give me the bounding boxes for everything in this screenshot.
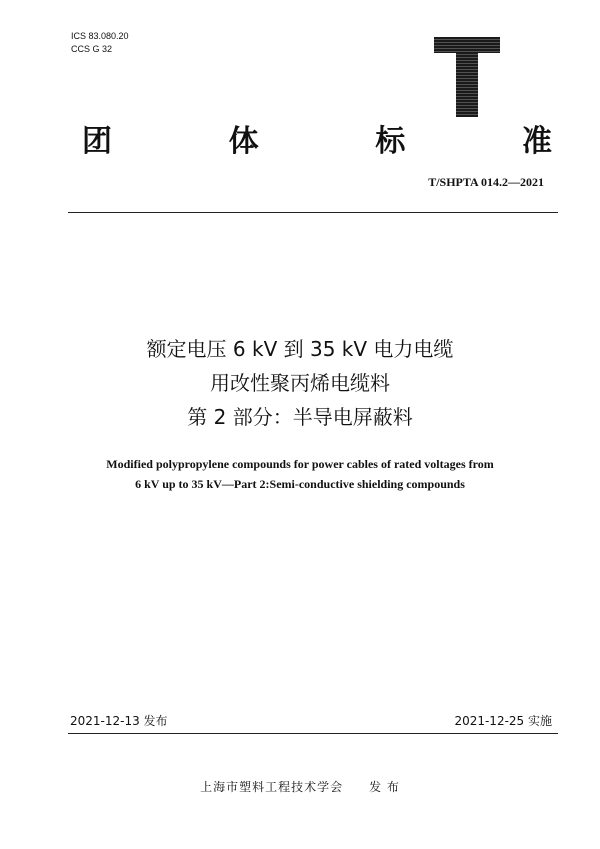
standard-type-char: 标 [375,124,406,159]
bottom-divider [68,733,558,734]
publish-date: 2021-12-13 发布 [70,714,168,728]
standard-type [82,116,552,160]
title-en-line-1: Modified polypropylene compounds for power cables of rated voltages from [106,457,494,471]
title-cn-line-1: 额定电压 6 kV 到 35 kV 电力电缆 [146,337,454,361]
top-divider [68,212,558,213]
standard-number: T/SHPTA 014.2—2021 [428,175,544,189]
standard-type-char: 团 [82,124,112,159]
logo-letter-bar [434,37,500,53]
standard-type-char: 准 [521,124,552,159]
title-cn-line-3: 第 2 部分：半导电屏蔽料 [187,405,413,429]
ics-code: ICS 83.080.20 [71,31,129,41]
issuer [0,778,600,795]
title-cn-line-2: 用改性聚丙烯电缆料 [210,371,390,395]
standard-type-char: 体 [228,124,259,159]
logo-letter-stem [456,51,478,117]
group-standard-logo [432,35,502,119]
ccs-code: CCS G 32 [71,44,113,54]
title-en-line-2: 6 kV up to 35 kV—Part 2:Semi-conductive shielding compounds [135,477,465,491]
issuer-action: 发 布 [369,780,400,794]
issuer-name: 上海市塑料工程技术学会 [200,780,344,794]
implementation-date: 2021-12-25 实施 [454,714,552,728]
